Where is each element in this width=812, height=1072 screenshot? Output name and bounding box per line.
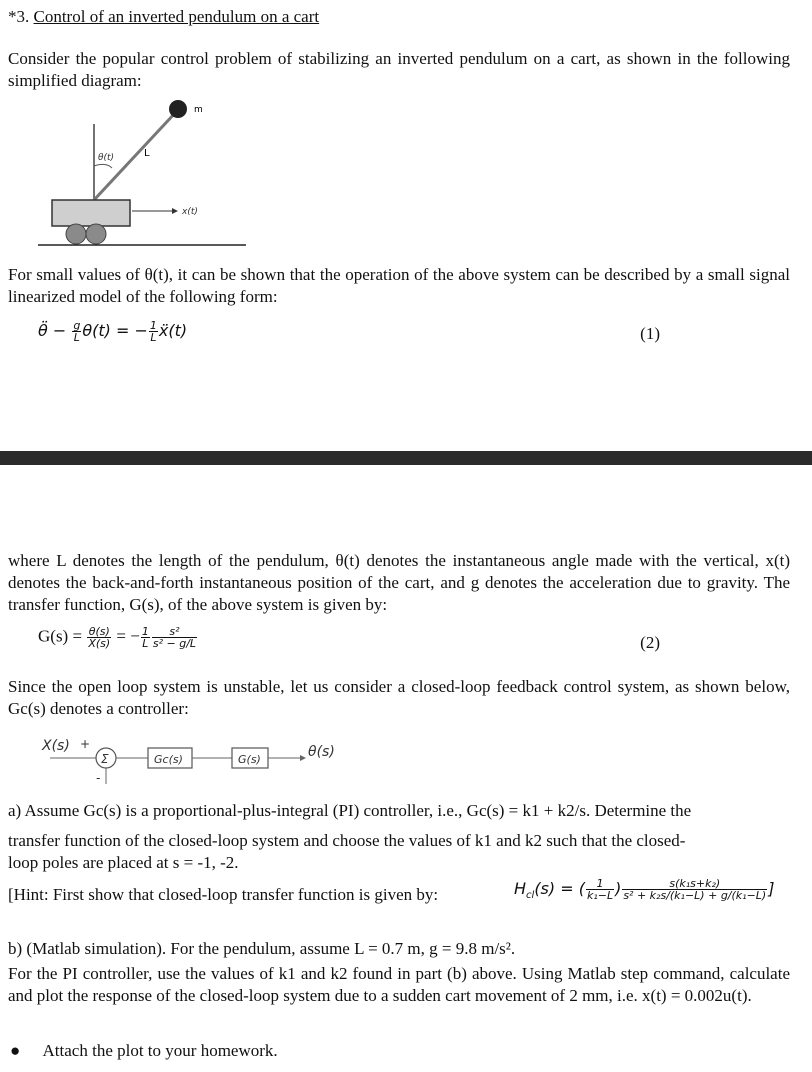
part-b-paragraph: b) (Matlab simulation). For the pendulum, assume L = 0.7 m, g = 9.8 m/s². xyxy=(8,939,516,958)
angle-arc xyxy=(94,164,112,168)
problem-number: *3. xyxy=(8,7,34,26)
label-L: L xyxy=(144,148,150,159)
part-a-line-2: transfer function of the closed-loop system and choose the values of k1 and k2 such that the closed- xyxy=(8,831,686,850)
small-values-paragraph: For small values of θ(t), it can be shown that the operation of the above system can be described by a small signal linearized model of the following form: xyxy=(8,265,790,306)
bd-controller-label: Gc(s) xyxy=(154,753,183,766)
pendulum-mass xyxy=(169,100,187,118)
bd-output-arrow xyxy=(300,755,306,761)
since-paragraph: Since the open loop system is unstable, let us consider a closed-loop feedback control system, as shown below, Gc(s) denotes a controller: xyxy=(8,677,790,718)
equation-2: G(s) = $\frac{\theta(s)}{X(s)}$ = − $\frac{1}{L}$ $\frac{\text{s²}}{\text{s² − g/L}}$ xyxy=(38,625,197,650)
bd-sum-symbol: Σ xyxy=(101,752,109,766)
where-paragraph: where L denotes the length of the pendulum, θ(t) denotes the instantaneous angle made with the vertical, x(t) denotes the back-and-forth instantaneous position of the cart, and g denotes the acceleration due to gravity. The transfer function, G(s), of the above system is given by: xyxy=(8,551,790,614)
cart-wheel-right xyxy=(86,224,106,244)
part-a-line-1: a) Assume Gc(s) is a proportional-plus-integral (PI) controller, i.e., Gc(s) = k1 + k2/s. Determine the xyxy=(8,801,692,820)
bullet-item xyxy=(10,1040,278,1062)
bd-plant-label: G(s) xyxy=(238,753,261,766)
equation-1-number: (1) xyxy=(640,324,660,343)
equation-1: θ̈ − $\frac{g}{L}$ θ(t) = − $\frac{1}{L}$ ẍ(t) xyxy=(38,319,188,344)
intro-paragraph: Consider the popular control problem of stabilizing an inverted pendulum on a cart, as shown in the following simplified diagram: xyxy=(8,49,790,90)
label-x: x(t) xyxy=(182,207,198,217)
cart-wheel-left xyxy=(66,224,86,244)
hint-formula: $H_{cl}(s)$ = ( $\frac{1}{\text{k₁−L}}$ ) $\frac{\text{s(k₁s+k₂)}}{\text{s² + k₂s/(k₁−L) + g/(k₁−L)}}$ ] xyxy=(514,877,775,902)
problem-title xyxy=(8,6,319,28)
bullet-dot: ● xyxy=(10,1041,21,1060)
problem-title-text: Control of an inverted pendulum on a cart xyxy=(33,7,320,26)
hint-text: [Hint: First show that closed-loop transfer function is given by: xyxy=(8,885,439,904)
x-arrow-head xyxy=(172,208,178,214)
equation-2-number: (2) xyxy=(640,633,660,652)
label-m: m xyxy=(194,105,203,115)
pendulum-cart-diagram xyxy=(36,96,256,256)
page-separator-band xyxy=(0,451,812,465)
cart-body xyxy=(52,200,130,226)
bullet-text: Attach the plot to your homework. xyxy=(42,1041,278,1060)
pi-controller-paragraph: For the PI controller, use the values of k1 and k2 found in part (b) above. Using Matlab step command, calculate and plot the response of the closed-loop system due to a sudden cart movement of 2 mm, i.e. x(t) = 0.002u(t). xyxy=(8,964,790,1005)
bd-output-label: θ(s) xyxy=(308,744,335,760)
feedback-block-diagram xyxy=(36,726,376,788)
bd-input-label: X(s) xyxy=(42,738,70,754)
bd-minus-sign: - xyxy=(96,771,101,785)
bd-plus-sign: + xyxy=(80,737,91,751)
label-theta: θ(t) xyxy=(98,153,115,163)
part-a-line-3: loop poles are placed at s = -1, -2. xyxy=(8,853,239,872)
